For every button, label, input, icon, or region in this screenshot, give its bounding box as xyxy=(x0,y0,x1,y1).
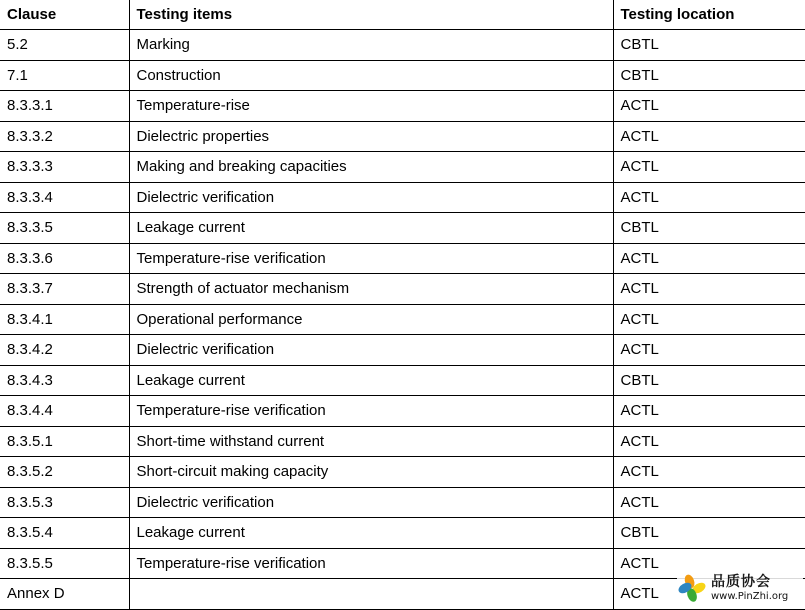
testing-location-cell: ACTL xyxy=(613,396,805,427)
testing-item-cell: Dielectric verification xyxy=(129,335,613,366)
table-row xyxy=(0,152,805,183)
clause-column-header: Clause xyxy=(0,0,129,30)
clause-cell: 8.3.3.6 xyxy=(0,243,129,274)
watermark-title: 品质协会 xyxy=(711,573,771,590)
testing-item-cell xyxy=(129,579,613,610)
table-row xyxy=(0,396,805,427)
clause-cell: 8.3.3.5 xyxy=(0,213,129,244)
table-row xyxy=(0,30,805,61)
clause-cell: 8.3.4.1 xyxy=(0,304,129,335)
testing-location-cell: ACTL xyxy=(613,579,805,610)
testing-item-cell: Leakage current xyxy=(129,518,613,549)
testing-location-cell: ACTL xyxy=(613,426,805,457)
clause-cell: 8.3.3.7 xyxy=(0,274,129,305)
testing-item-cell: Temperature-rise verification xyxy=(129,548,613,579)
clause-cell: 8.3.5.5 xyxy=(0,548,129,579)
table-row xyxy=(0,457,805,488)
testing-location-cell: ACTL xyxy=(613,243,805,274)
table-row xyxy=(0,274,805,305)
clause-cell: Annex D xyxy=(0,579,129,610)
testing-location-cell: ACTL xyxy=(613,457,805,488)
testing-location-cell: ACTL xyxy=(613,335,805,366)
testing-location-cell: CBTL xyxy=(613,30,805,61)
watermark-text xyxy=(711,575,788,602)
testing-location-cell: ACTL xyxy=(613,274,805,305)
table-row xyxy=(0,487,805,518)
clause-cell: 8.3.5.1 xyxy=(0,426,129,457)
testing-item-cell: Dielectric properties xyxy=(129,121,613,152)
clause-cell: 8.3.4.3 xyxy=(0,365,129,396)
clause-cell: 8.3.4.2 xyxy=(0,335,129,366)
testing-location-cell: CBTL xyxy=(613,518,805,549)
table-header-row xyxy=(0,0,805,30)
testing-location-cell: ACTL xyxy=(613,182,805,213)
testing-location-cell: CBTL xyxy=(613,60,805,91)
testing-item-cell: Marking xyxy=(129,30,613,61)
table-row xyxy=(0,335,805,366)
pinzhi-watermark xyxy=(677,570,803,606)
clause-cell: 7.1 xyxy=(0,60,129,91)
table-row xyxy=(0,518,805,549)
testing-location-cell: ACTL xyxy=(613,121,805,152)
testing-location-cell: CBTL xyxy=(613,213,805,244)
clause-cell: 8.3.3.1 xyxy=(0,91,129,122)
testing-item-cell: Temperature-rise verification xyxy=(129,243,613,274)
table-row xyxy=(0,182,805,213)
table-row xyxy=(0,213,805,244)
testing-location-cell: ACTL xyxy=(613,91,805,122)
testing-item-cell: Leakage current xyxy=(129,365,613,396)
testing-location-cell: CBTL xyxy=(613,365,805,396)
clause-cell: 8.3.4.4 xyxy=(0,396,129,427)
table-row xyxy=(0,121,805,152)
testing-item-cell: Making and breaking capacities xyxy=(129,152,613,183)
clause-cell: 8.3.5.3 xyxy=(0,487,129,518)
flower-logo-icon xyxy=(677,573,707,603)
clause-cell: 8.3.5.2 xyxy=(0,457,129,488)
watermark-url: www.PinZhi.org xyxy=(711,590,789,602)
testing-item-cell: Short-circuit making capacity xyxy=(129,457,613,488)
testing-item-cell: Strength of actuator mechanism xyxy=(129,274,613,305)
clause-cell: 8.3.3.3 xyxy=(0,152,129,183)
testing-item-cell: Dielectric verification xyxy=(129,487,613,518)
testing-item-cell: Temperature-rise xyxy=(129,91,613,122)
testing-item-cell: Operational performance xyxy=(129,304,613,335)
table-row xyxy=(0,243,805,274)
testing-item-cell: Temperature-rise verification xyxy=(129,396,613,427)
clause-cell: 5.2 xyxy=(0,30,129,61)
testing-location-cell: ACTL xyxy=(613,152,805,183)
table-row xyxy=(0,304,805,335)
clause-cell: 8.3.3.4 xyxy=(0,182,129,213)
testing-item-cell: Short-time withstand current xyxy=(129,426,613,457)
table-body xyxy=(0,30,805,610)
clause-cell: 8.3.5.4 xyxy=(0,518,129,549)
testing-location-column-header: Testing location xyxy=(613,0,805,30)
table-row xyxy=(0,91,805,122)
table-row xyxy=(0,60,805,91)
testing-item-cell: Leakage current xyxy=(129,213,613,244)
table-row xyxy=(0,426,805,457)
testing-location-cell: ACTL xyxy=(613,487,805,518)
table-row xyxy=(0,365,805,396)
testing-item-cell: Construction xyxy=(129,60,613,91)
testing-location-cell: ACTL xyxy=(613,548,805,579)
testing-location-cell: ACTL xyxy=(613,304,805,335)
testing-item-cell: Dielectric verification xyxy=(129,182,613,213)
testing-items-column-header: Testing items xyxy=(129,0,613,30)
clause-cell: 8.3.3.2 xyxy=(0,121,129,152)
